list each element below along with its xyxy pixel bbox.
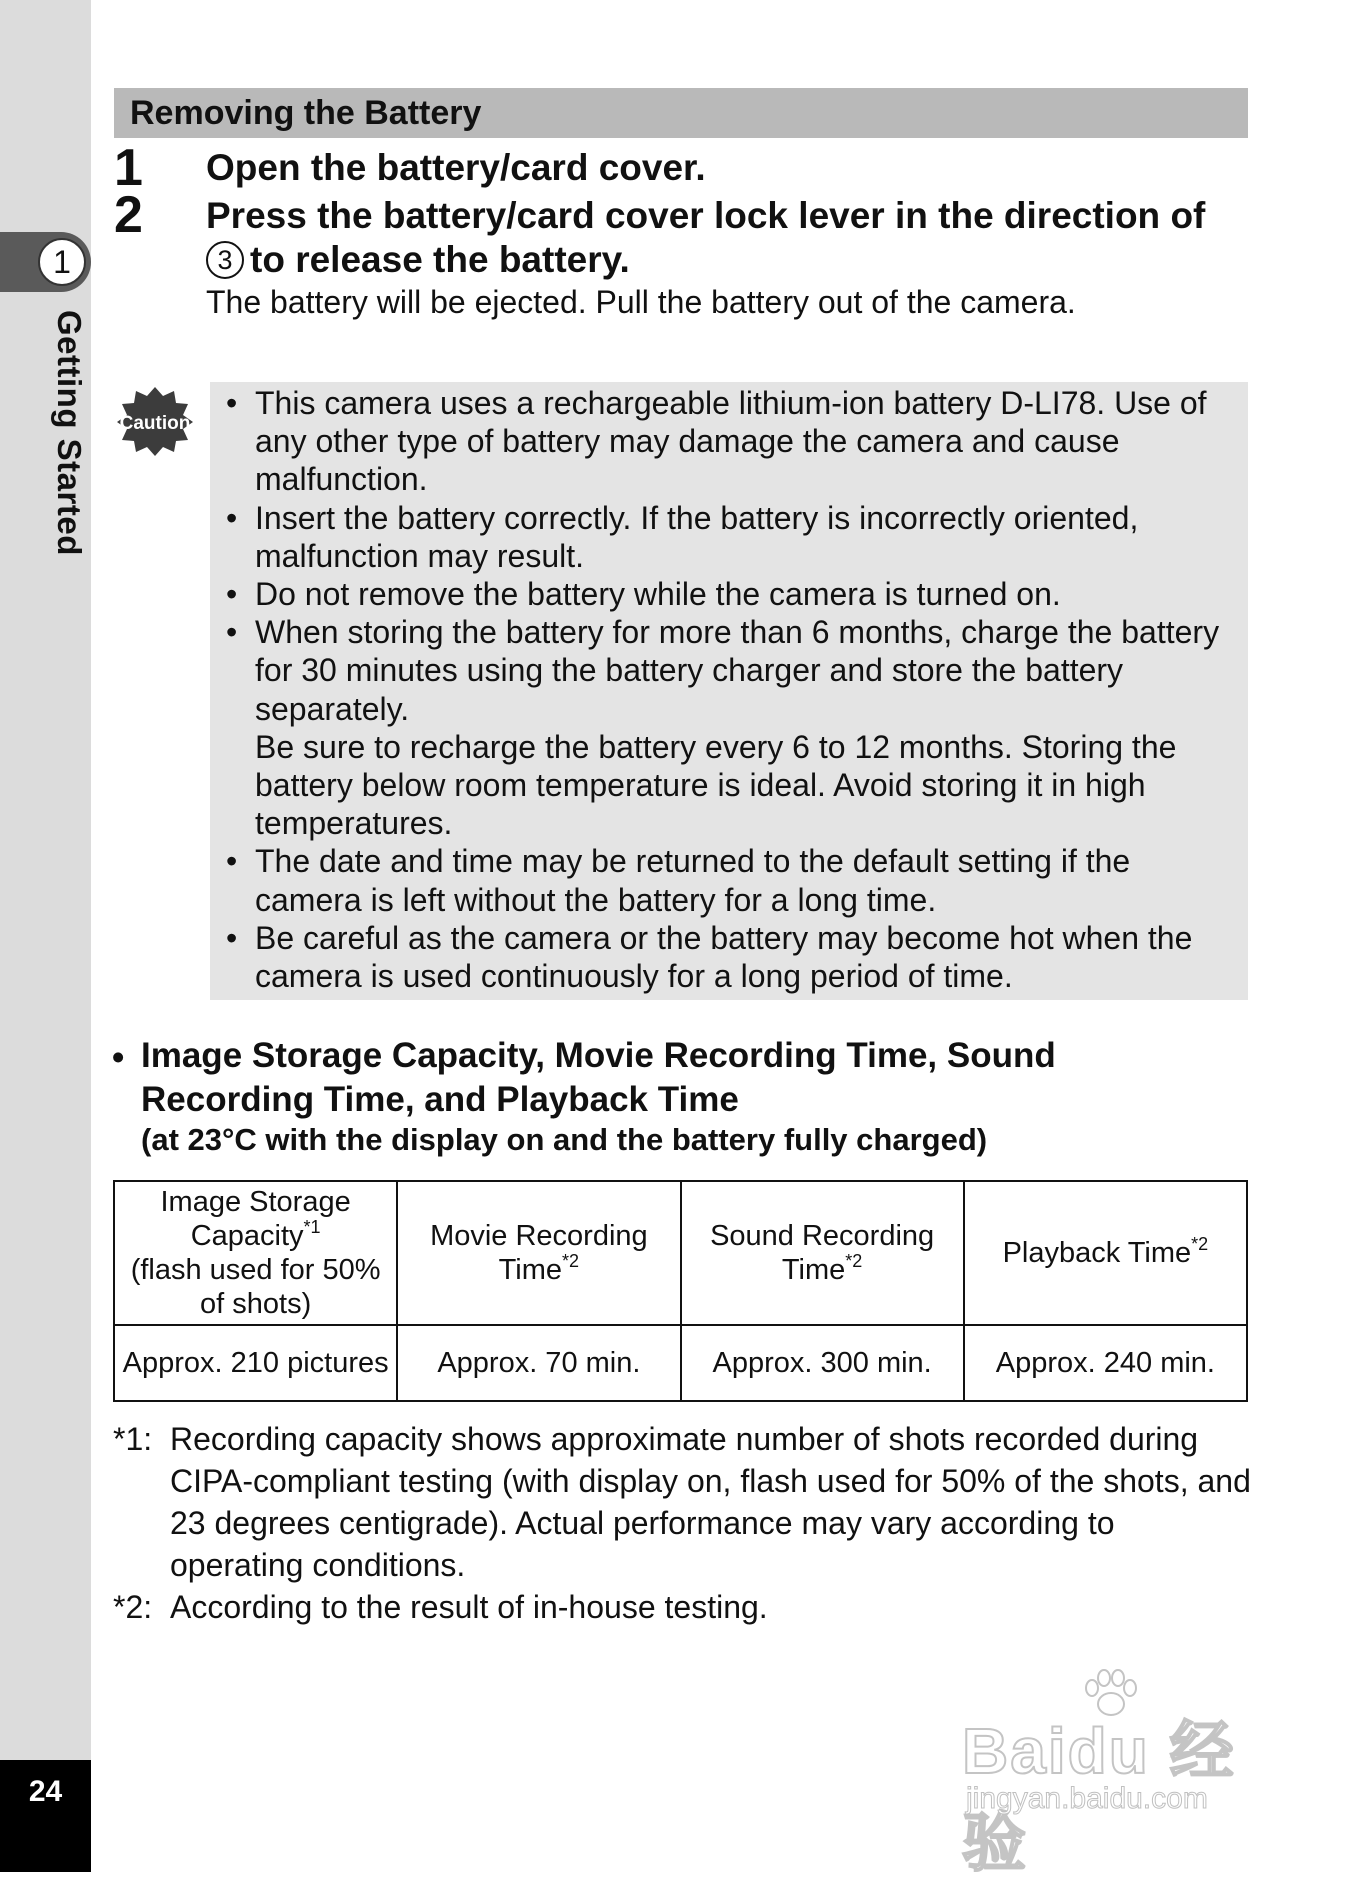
step-2-text-line1: Press the battery/card cover lock lever in the direction of <box>206 195 1206 236</box>
footnote-mark: *2: <box>113 1589 153 1625</box>
footnote-2 <box>113 1586 1253 1628</box>
caution-item: • Be careful as the camera or the battery may become hot when the camera is used continuously for a long period of time. <box>222 919 1242 995</box>
watermark-logo: Baidu 经验 <box>962 1715 1236 1879</box>
table-header-cell: Movie Recording Time$^{*2}$ <box>397 1181 680 1325</box>
footnote-mark: *1: <box>113 1421 153 1457</box>
page-number: 24 <box>28 1775 63 1808</box>
table-cell: Approx. 70 min. <box>397 1325 680 1401</box>
caution-item: • The date and time may be returned to the default setting if the camera is left without the battery for a long time. <box>222 842 1242 918</box>
chapter-number: 1 <box>38 238 86 286</box>
table-header-cell: Playback Time$^{*2}$ <box>964 1181 1247 1325</box>
table-cell: Approx. 300 min. <box>681 1325 964 1401</box>
baidu-watermark <box>962 1668 1282 1879</box>
footnote-text: According to the result of in-house testing. <box>170 1589 768 1625</box>
step-2-text <box>206 194 1266 282</box>
caution-item-continuation: Be sure to recharge the battery every 6 to 12 months. Storing the battery below room temperature is ideal. Avoid storing it in high temperatures. <box>255 728 1177 842</box>
section-header: Removing the Battery <box>114 88 1248 138</box>
footnote-text: Recording capacity shows approximate number of shots recorded during CIPA-compliant testing (with display on, flash used for 50% of the shots, and 23 degrees centigrade). Actual performance may vary according to operating conditions. <box>170 1421 1251 1583</box>
storage-bullet: • <box>112 1038 125 1077</box>
caution-item: • When storing the battery for more than 6 months, charge the battery for 30 minutes using the battery charger and store the battery separately. <box>222 613 1242 728</box>
caution-list <box>222 384 1242 995</box>
chapter-title: Getting Started <box>51 310 88 556</box>
step-1-text: Open the battery/card cover. <box>206 147 706 188</box>
capacity-table <box>113 1180 1248 1402</box>
watermark-url: jingyan.baidu.com <box>966 1782 1208 1815</box>
step-2-text-line2: to release the battery. <box>250 239 630 280</box>
direction-3-symbol: 3 <box>206 241 244 279</box>
caution-label: Caution <box>119 413 191 434</box>
caution-icon <box>116 385 194 457</box>
step-1-number: 1 <box>114 139 143 197</box>
caution-item: • Insert the battery correctly. If the battery is incorrectly oriented, malfunction may result. <box>222 499 1242 575</box>
caution-item: • This camera uses a rechargeable lithium-ion battery D-LI78. Use of any other type of battery may damage the camera and cause malfunction. <box>222 384 1242 499</box>
table-cell: Approx. 240 min. <box>964 1325 1247 1401</box>
step-note: The battery will be ejected. Pull the battery out of the camera. <box>206 284 1076 320</box>
footnote-1 <box>113 1418 1253 1586</box>
storage-subheading: (at 23°C with the display on and the battery fully charged) <box>141 1122 988 1157</box>
table-row <box>114 1325 1247 1401</box>
storage-heading: Image Storage Capacity, Movie Recording Time, Sound Recording Time, and Playback Time <box>141 1036 1056 1119</box>
table-cell: Approx. 210 pictures <box>114 1325 397 1401</box>
table-header-cell: Image Storage Capacity$^{*1}$ (flash used for 50% of shots) <box>114 1181 397 1325</box>
table-header-cell: Sound Recording Time$^{*2}$ <box>681 1181 964 1325</box>
caution-item: • Do not remove the battery while the camera is turned on. <box>222 575 1242 613</box>
table-header-row <box>114 1181 1247 1325</box>
step-2-number: 2 <box>114 186 143 244</box>
